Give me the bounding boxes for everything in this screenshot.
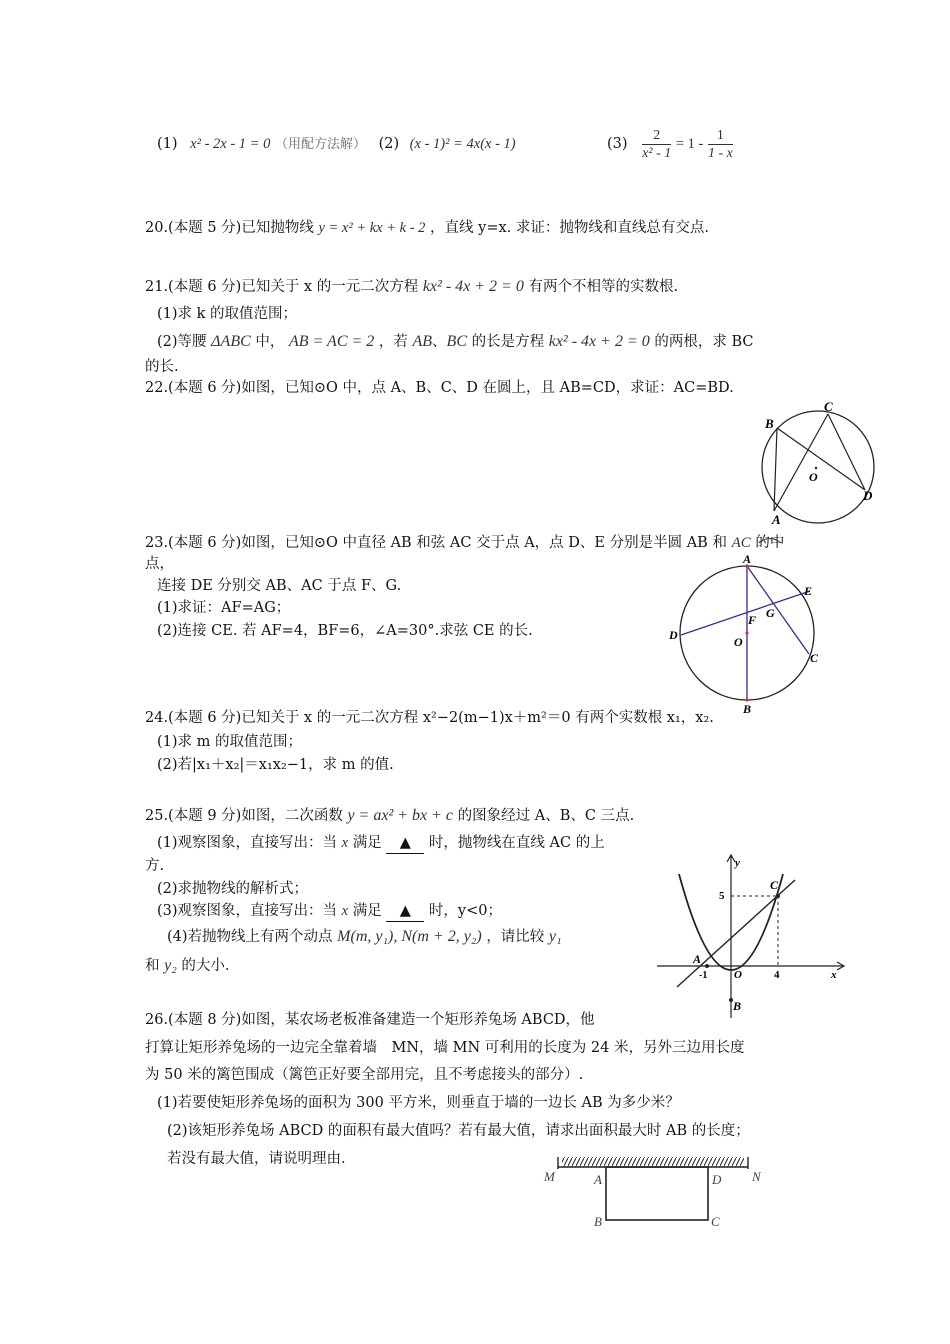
q19-part3-numerator2: 1 — [708, 127, 733, 145]
q26-figure — [540, 1150, 770, 1235]
q21-segment-ab: AB — [412, 333, 433, 350]
q21-part2-a: (2)等腰 — [157, 334, 207, 350]
q21-equation-ab-ac: AB = AC = 2 — [288, 333, 375, 350]
q19-part1-equation: x² - 2x - 1 = 0 — [190, 136, 271, 152]
q19-line — [157, 134, 516, 155]
q26-wall-hatch — [562, 1157, 744, 1167]
q26-label-m: M — [544, 1169, 555, 1184]
q26-part2: (2)该矩形养兔场 ABCD 的面积有最大值吗？若有最大值，请求出面积最大时 AB 的长度； — [167, 1123, 750, 1139]
q21-part2-end: 的长. — [145, 359, 179, 375]
q23-label-d: D — [669, 628, 678, 642]
q22-label-o: O — [809, 470, 818, 484]
q21-part2-b: 中， — [255, 334, 285, 350]
q22-label-b: B — [765, 416, 774, 431]
q26-label-a: A — [594, 1172, 602, 1187]
q26-label-c: C — [711, 1214, 720, 1229]
q25-y2: y₂ — [164, 957, 177, 974]
question-21 — [145, 277, 678, 297]
q23-label-a: A — [743, 552, 752, 566]
q25-label-x: x — [831, 969, 837, 981]
q26-label-d: D — [712, 1172, 722, 1187]
q23-line3: 连接 DE 分别交 AB、AC 于点 F、G. — [157, 578, 402, 594]
q21-tail: 有两个不相等的实数根. — [528, 279, 679, 295]
q25-point-c — [776, 894, 780, 898]
q23-label-e: E — [804, 584, 813, 598]
q22-label-a: A — [772, 512, 781, 527]
q26-label-n: N — [752, 1169, 761, 1184]
q19-part3-denominator2: 1 - x — [707, 145, 733, 161]
question-26: 26.(本题 8 分)如图，某农场老板准备建造一个矩形养兔场 ABCD，他 — [145, 1012, 595, 1028]
q25-equation: y = ax² + bx + c — [347, 807, 454, 824]
q21-part2-c: ，若 — [378, 334, 408, 350]
q23-arc-ac: AC — [731, 535, 751, 551]
q22-label-d: D — [863, 488, 873, 503]
q25-part4-end — [145, 956, 230, 976]
q25-label-y: y — [735, 857, 740, 869]
q20-tail: ，直线 y=x. 求证：抛物线和直线总有交点. — [430, 220, 709, 236]
q21-equation: kx² - 4x + 2 = 0 — [422, 278, 524, 295]
q25-graph — [655, 852, 850, 1020]
q25-blank-1[interactable]: ▲ — [386, 833, 424, 854]
q26-rectangle-abcd — [606, 1167, 708, 1220]
q25-part4-a: (4)若抛物线上有两个动点 — [167, 929, 333, 945]
q25-tail: 的图象经过 A、B、C 三点. — [457, 808, 635, 824]
q25-var-x-2: x — [341, 903, 349, 919]
q24-part1: (1)求 m 的取值范围； — [157, 734, 303, 750]
q25-label-b: B — [733, 999, 742, 1013]
q21-part2-e: 的两根，求 BC — [654, 334, 754, 350]
q19-part3-denominator: x² - 1 — [642, 145, 672, 161]
q21-head: 21.(本题 6 分)已知关于 x 的一元二次方程 — [145, 279, 419, 295]
question-22: 22.(本题 6 分)如图，已知⊙O 中，点 A、B、C、D 在圆上，且 AB=CD，求证：AC=BD. — [145, 380, 734, 396]
q26-line2: 打算让矩形养兔场的一边完全靠着墙 MN，墙 MN 可利用的长度为 24 米，另外三边用长度 — [145, 1040, 745, 1056]
q25-var-x: x — [341, 835, 349, 851]
q23-label-c: C — [810, 651, 819, 665]
q25-part1-a: (1)观察图象，直接写出：当 — [157, 835, 338, 851]
q23-line1-a: 23.(本题 6 分)如图，已知⊙O 中直径 AB 和弦 AC 交于点 A，点 D、E 分别是半圆 AB 和 — [145, 535, 727, 551]
q26-part1: (1)若要使矩形养兔场的面积为 300 平方米，则垂直于墙的一边长 AB 为多少米？ — [157, 1095, 680, 1111]
q19-part3-middle: = 1 - — [675, 136, 704, 152]
q25-part4 — [167, 927, 562, 947]
q22-center-dot — [815, 467, 817, 469]
q21-segment-bc: BC — [446, 333, 467, 350]
q23-figure — [668, 550, 828, 715]
q23-label-f: F — [748, 613, 757, 627]
q26-label-b: B — [594, 1214, 602, 1229]
q19-part3-fraction-right — [708, 127, 733, 162]
q23-point-o — [745, 631, 748, 634]
q23-label-b: B — [743, 702, 752, 716]
q24-part2: (2)若|x₁＋x₂|＝x₁x₂−1，求 m 的值. — [157, 757, 394, 773]
q25-tick-5: 5 — [719, 890, 725, 902]
q21-equation-2: kx² - 4x + 2 = 0 — [548, 333, 650, 350]
q25-part3-b: 满足 — [352, 903, 382, 919]
q23-arc-mark — [757, 534, 783, 544]
q23-part1: (1)求证：AF=AG； — [157, 600, 291, 616]
q26-line3: 为 50 米的篱笆围成（篱笆正好要全部用完，且不考虑接头的部分）. — [145, 1067, 584, 1083]
q22-chord-ac — [774, 414, 828, 511]
q26-part3: 若没有最大值，请说明理由. — [167, 1151, 346, 1167]
q25-part4-d: 的大小. — [181, 958, 230, 974]
q25-label-a: A — [693, 952, 702, 966]
q25-points: M(m, y₁), N(m + 2, y₂) — [337, 928, 482, 945]
q23-part2: (2)连接 CE. 若 AF=4，BF=6，∠A=30°.求弦 CE 的长. — [157, 623, 533, 639]
q25-point-a — [705, 964, 709, 968]
q19-part3 — [607, 126, 733, 162]
q22-chord-ab — [774, 428, 777, 511]
q21-part2 — [157, 332, 754, 352]
q25-part3-a: (3)观察图象，直接写出：当 — [157, 903, 338, 919]
q19-part3-label: (3) — [607, 136, 628, 152]
q25-label-c: C — [770, 878, 779, 892]
q25-blank-2[interactable]: ▲ — [386, 901, 424, 922]
q25-part1-b: 满足 — [352, 835, 382, 851]
q19-part2-equation: (x - 1)² = 4x(x - 1) — [409, 136, 516, 152]
question-20 — [145, 218, 709, 238]
q25-part1-c: 时，抛物线在直线 AC 的上 — [428, 835, 605, 851]
q21-part2-d: 的长是方程 — [471, 334, 545, 350]
q19-part1-label: (1) — [157, 136, 178, 152]
q25-part2: (2)求抛物线的解析式； — [157, 881, 309, 897]
q20-equation: y = x² + kx + k - 2 — [318, 220, 426, 236]
q23-label-g: G — [766, 606, 775, 620]
q25-part4-c: 和 — [145, 958, 160, 974]
q25-part3-c: 时，y<0； — [428, 903, 502, 919]
q22-chord-cd — [828, 414, 865, 490]
q19-part1-note: （用配方法解） — [274, 137, 366, 152]
q22-figure — [755, 400, 880, 525]
q21-separator: 、 — [432, 334, 447, 350]
q25-tick-4: 4 — [774, 969, 780, 981]
q21-triangle: ΔABC — [211, 333, 251, 350]
question-24: 24.(本题 6 分)已知关于 x 的一元二次方程 x²−2(m−1)x＋m²＝0 有两个实数根 x₁，x₂. — [145, 710, 714, 726]
q19-part3-numerator: 2 — [642, 127, 671, 145]
q25-part4-b: ，请比较 — [486, 929, 545, 945]
q23-line2: 点， — [145, 556, 174, 572]
q21-part1: (1)求 k 的取值范围； — [157, 306, 298, 322]
q25-tick-neg1: -1 — [699, 970, 708, 981]
q25-y1: y₁ — [548, 928, 562, 945]
q25-part3 — [157, 901, 502, 922]
q19-part2-label: (2) — [378, 136, 400, 152]
q25-head: 25.(本题 9 分)如图，二次函数 — [145, 808, 343, 824]
q23-label-o: O — [734, 635, 743, 649]
q25-label-o: O — [734, 969, 742, 981]
q19-part3-fraction-left — [642, 127, 671, 162]
q23-line1-b: 的中 — [755, 535, 785, 551]
q25-part1-end: 方. — [145, 858, 165, 874]
question-25 — [145, 806, 634, 826]
q22-circle — [762, 411, 874, 523]
q22-label-c: C — [824, 399, 833, 414]
q25-part1 — [157, 833, 605, 854]
q20-head: 20.(本题 5 分)已知抛物线 — [145, 220, 314, 236]
